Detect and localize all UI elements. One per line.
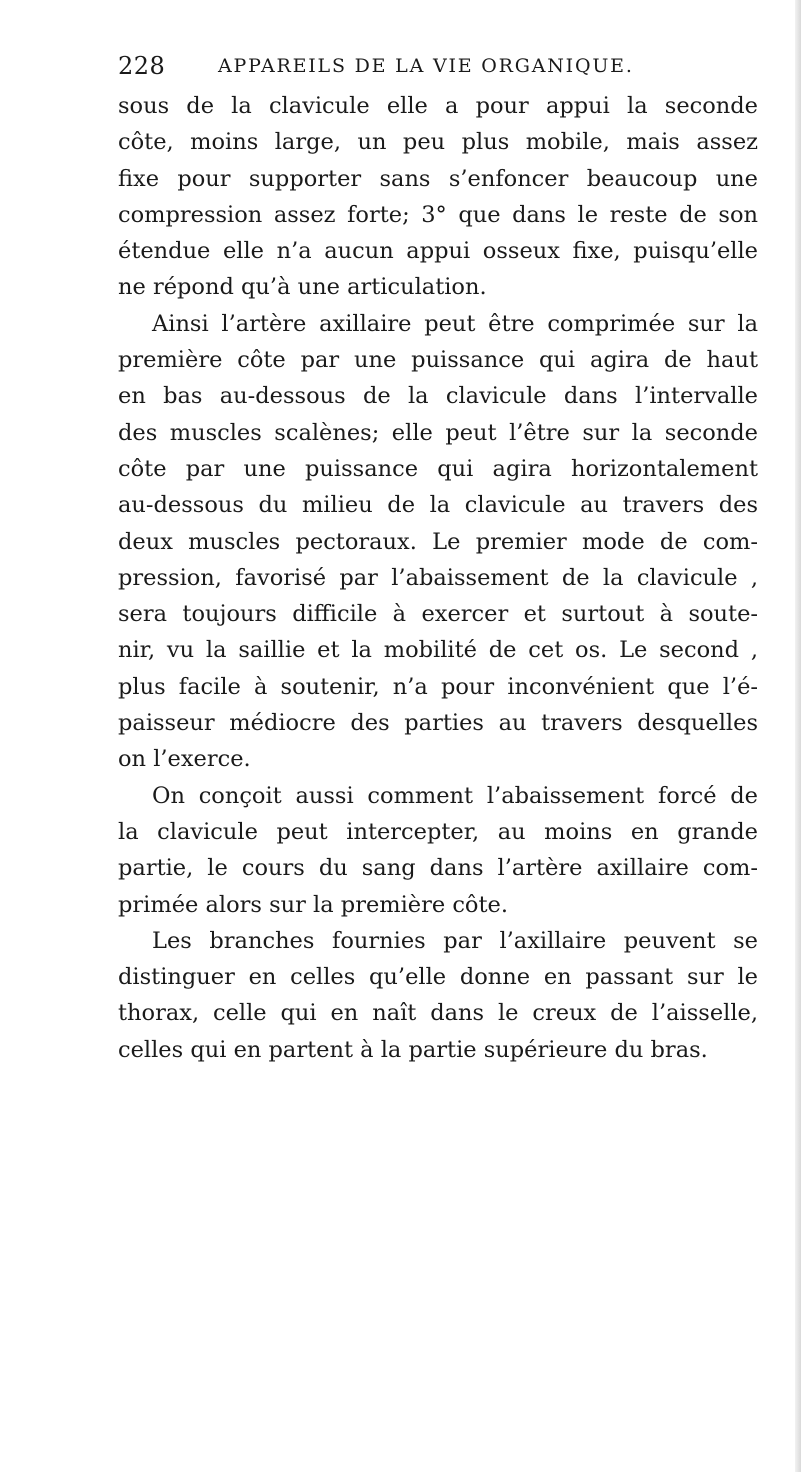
text-line: paisseur médiocre des parties au travers desquelles: [118, 710, 758, 737]
text-line: compression assez forte; 3° que dans le reste de son: [118, 201, 758, 228]
text-line: première côte par une puissance qui agira de haut: [118, 347, 758, 374]
text-line: des muscles scalènes; elle peut l’être sur la seconde: [118, 419, 758, 446]
text-line: côte, moins large, un peu plus mobile, mais assez: [118, 129, 758, 156]
text-line: plus facile à soutenir, n’a pour inconvénient que l’é-: [118, 673, 758, 700]
text-line: côte par une puissance qui agira horizontalement: [118, 455, 758, 482]
text-line: Ainsi l’artère axillaire peut être comprimée sur la: [152, 310, 758, 337]
text-line: On conçoit aussi comment l’abaissement forcé de: [152, 782, 758, 809]
page-edge: [795, 0, 801, 1472]
text-line: au-dessous du milieu de la clavicule au travers des: [118, 492, 758, 519]
text-line: sera toujours difficile à exercer et surtout à soute-: [118, 601, 758, 628]
page-number: 228: [118, 52, 166, 80]
body-text: [118, 88, 758, 1068]
text-line: deux muscles pectoraux. Le premier mode de com-: [118, 528, 758, 555]
text-line: on l’exerce.: [118, 746, 251, 773]
text-line: sous de la clavicule elle a pour appui la seconde: [118, 93, 758, 119]
text-line: distinguer en celles qu’elle donne en passant sur le: [118, 964, 758, 991]
text-line: Les branches fournies par l’axillaire peuvent se: [152, 927, 758, 954]
text-line: primée alors sur la première côte.: [118, 891, 508, 918]
page-header: [118, 52, 748, 82]
text-line: nir, vu la saillie et la mobilité de cet os. Le second ,: [118, 637, 758, 664]
text-line: pression, favorisé par l’abaissement de la clavicule ,: [118, 564, 758, 591]
text-line: la clavicule peut intercepter, au moins en grande: [118, 818, 758, 845]
text-line: en bas au-dessous de la clavicule dans l’intervalle: [118, 383, 758, 410]
text-line: thorax, celle qui en naît dans le creux de l’aisselle,: [118, 1000, 758, 1027]
text-line: étendue elle n’a aucun appui osseux fixe, puisqu’elle: [118, 238, 758, 265]
text-line: celles qui en partent à la partie supérieure du bras.: [118, 1036, 708, 1063]
text-line: partie, le cours du sang dans l’artère axillaire com-: [118, 855, 758, 882]
text-line: ne répond qu’à une articulation.: [118, 274, 487, 301]
running-title: APPAREILS DE LA VIE ORGANIQUE.: [218, 55, 634, 77]
text-line: fixe pour supporter sans s’enfoncer beaucoup une: [118, 165, 758, 192]
